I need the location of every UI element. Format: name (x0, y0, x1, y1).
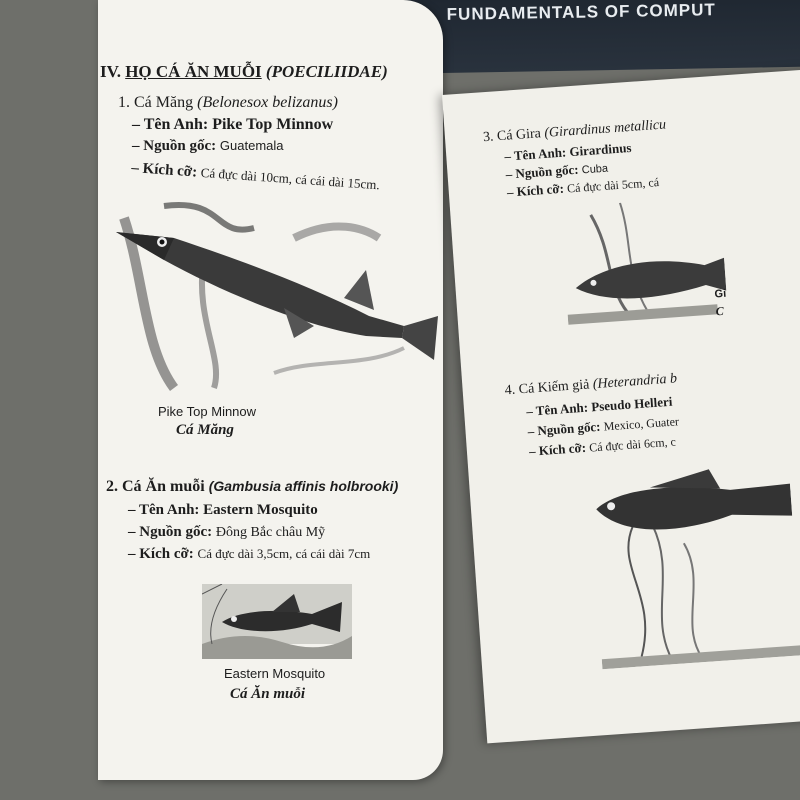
entry-3-origin: – Nguồn gốc: Cuba (505, 161, 609, 182)
entry-1-latin: (Belonesox belizanus) (197, 94, 338, 111)
section-latin: (POECILIIDAE) (265, 62, 388, 81)
entry-4-english: – Tên Anh: Pseudo Helleri (525, 393, 673, 419)
entry-4-title: 4. Cá Kiếm giả (Heterandria b (504, 371, 678, 399)
pike-top-minnow-illustration (104, 198, 439, 398)
entry-4-size: – Kích cỡ: Cá đực dài 6cm, c (528, 434, 677, 459)
entry-3-size: – Kích cỡ: Cá đực dài 5cm, cá (506, 175, 660, 200)
entry-4-latin: (Heterandria b (592, 371, 678, 393)
entry-2-english: – Tên Anh: Eastern Mosquito (128, 502, 318, 518)
caption-2-vi: Cá Ăn muỗi (230, 686, 306, 702)
entry-2-size: – Kích cỡ: Cá đực dài 3,5cm, cá cái dài 7cm (128, 546, 371, 562)
section-heading (100, 62, 388, 82)
eastern-mosquito-illustration (202, 584, 352, 659)
caption-1-vi: Cá Măng (176, 422, 234, 438)
entry-1-title: 1. Cá Măng (Belonesox belizanus) (118, 94, 338, 111)
girardinus-illustration (560, 196, 728, 327)
caption-1-en: Pike Top Minnow (158, 404, 257, 419)
caption-3-en: Gi (714, 287, 727, 301)
caption-3-vi: C (715, 303, 725, 319)
left-page (98, 0, 443, 780)
book-title: FUNDAMENTALS OF COMPUT (446, 0, 716, 24)
entry-3-title: 3. Cá Gira (Girardinus metallicu (482, 117, 667, 146)
pseudo-helleri-illustration (588, 456, 800, 669)
entry-1-origin: – Nguồn gốc: Guatemala (132, 138, 284, 154)
background-book (404, 0, 800, 74)
entry-2-origin: – Nguồn gốc: Đông Bắc châu Mỹ (128, 524, 326, 540)
section-title: HỌ CÁ ĂN MUỖI (125, 62, 262, 81)
entry-1-size: – Kích cỡ: Cá đực dài 10cm, cá cái dài 15cm. (130, 160, 381, 193)
entry-2-title: 2. Cá Ăn muỗi (Gambusia affinis holbrooki) (106, 478, 399, 495)
entry-1-english: – Tên Anh: Pike Top Minnow (132, 116, 334, 133)
caption-2-en: Eastern Mosquito (224, 666, 326, 681)
section-number: IV. (100, 62, 121, 81)
entry-2-latin: (Gambusia affinis holbrooki) (208, 478, 399, 494)
entry-3-latin: (Girardinus metallicu (543, 117, 667, 141)
entry-3-english: – Tên Anh: Girardinus (503, 139, 632, 164)
entry-4-origin: – Nguồn gốc: Mexico, Guater (527, 414, 680, 439)
right-page (442, 69, 800, 743)
